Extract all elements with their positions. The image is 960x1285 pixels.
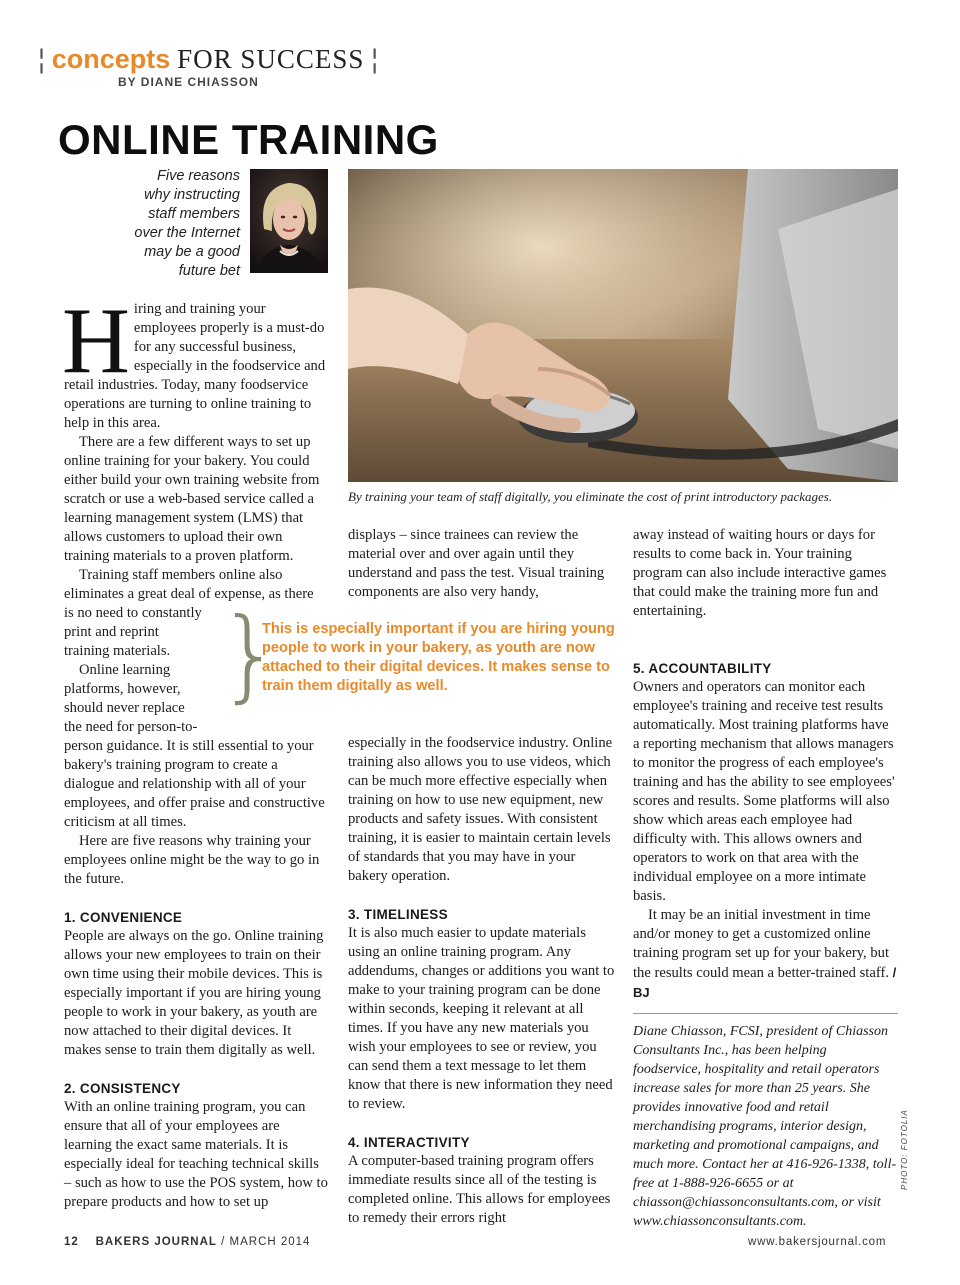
sign-off: / BJ <box>633 965 897 1000</box>
article-column-3 <box>633 526 898 1231</box>
paragraph: Here are five reasons why training your employees online might be the way to go in the future. <box>64 833 320 887</box>
author-bio: Diane Chiasson, FCSI, president of Chiasson Consultants Inc., has been helping foodservice, hospitality and retail operators increase sales for more than 25 years. She provides innovative food and retail merchandising programs, interior design, marketing and promotional campaigns, and much more. Contact her at 416-926-1338, toll-free at 1-888-926-6655 or at chiasson@chiassonconsultants.com, or visit www.chiassonconsultants.com. <box>633 1024 897 1229</box>
pull-quote: This is especially important if you are hiring young people to work in your bakery, as youth are now attached to their digital devices. It makes sense to train them digitally as well. <box>262 621 615 694</box>
paragraph: away instead of waiting hours or days for results to come back in. Your training program can also include interactive games that could make the training more fun and entertaining. <box>633 527 887 619</box>
section-heading: 4. INTERACTIVITY <box>348 1135 470 1150</box>
issue-date: / MARCH 2014 <box>221 1236 311 1248</box>
text-line: training materials. <box>64 643 171 659</box>
paragraph: Owners and operators can monitor each employee's training and receive test results automatically. Most training platforms have a reporting mechanism that allows managers to monitor the progress of each employee's training and has the ability to see employees' scores and results. Some platforms will also show which areas each employee had difficulty with. This allows owners and operators to work on that area with the individual employee on a more intimate basis. <box>633 679 895 904</box>
deck-line: staff members <box>148 206 240 222</box>
footer-left <box>64 1236 310 1248</box>
website-link[interactable]: www.bakersjournal.com <box>748 1236 887 1248</box>
section-heading: 1. CONVENIENCE <box>64 910 183 925</box>
text-line: platforms, however, <box>64 681 181 697</box>
paragraph <box>633 906 898 1003</box>
paragraph: There are a few different ways to set up online training for your bakery. You could either build your own training website from scratch or use a web-based service called a learning management system (LMS) that allows customers to upload their own training materials to a proven platform. <box>64 434 320 564</box>
paragraph: person guidance. It is still essential to your bakery's training program to create a dialogue and relationship with all of your employees, and offer praise and constructive criticism at all times. <box>64 738 325 830</box>
text-line: Training staff members online also <box>79 567 283 583</box>
article-photo <box>348 169 898 482</box>
text-line: is no need to constantly <box>64 605 202 621</box>
byline: BY DIANE CHIASSON <box>118 75 259 89</box>
text-line: Online learning <box>79 662 171 678</box>
photo-credit: PHOTO: FOTOLIA <box>900 1109 909 1190</box>
paragraph: It is also much easier to update materials using an online training program. Any addendums, changes or additions you want to make to your training program can be done within seconds, keeping it relevant at all times. If you have any new materials you wish your employees to see or review, you can send them a text message to let them know that there is new information they need to review. <box>348 925 615 1112</box>
paragraph: displays – since trainees can review the material over and over again until they understand and pass the test. Visual training components are also very handy, <box>348 527 605 600</box>
drop-cap: H <box>62 289 130 393</box>
deck-line: may be a good <box>144 244 240 260</box>
text-line: the need for person-to- <box>64 719 198 735</box>
deck-line: over the Internet <box>134 225 240 241</box>
deck-line: why instructing <box>144 187 240 203</box>
series-for-success: FOR SUCCESS <box>177 44 365 74</box>
brace-icon: } <box>218 596 282 713</box>
article-column-2-top <box>348 526 616 602</box>
paragraph: With an online training program, you can ensure that all of your employees are learning the exact same materials. It is especially ideal for teaching technical skills – such as how to use the POS system, how to prepare products and how to set up <box>64 1099 328 1210</box>
section-heading: 2. CONSISTENCY <box>64 1081 181 1096</box>
deck-line: future bet <box>178 263 240 279</box>
paragraph: A computer-based training program offers immediate results since all of the testing is completed online. This allows for employees to remedy their errors right <box>348 1153 611 1226</box>
text-line: should never replace <box>64 700 185 716</box>
photo-caption: By training your team of staff digitally, you eliminate the cost of print introductory packages. <box>348 489 833 504</box>
article-column-1 <box>62 289 328 1212</box>
section-heading: 5. ACCOUNTABILITY <box>633 661 772 676</box>
deck <box>100 167 240 281</box>
series-concepts: concepts <box>51 44 171 74</box>
paragraph: especially in the foodservice industry. Online training also allows you to use videos, which can be much more effective especially when training on how to use new equipment, new products and safety issues. With consistent training, it is easier to maintain certain levels of standards that you may have in your bakery operation. <box>348 735 613 884</box>
divider <box>633 1013 898 1014</box>
closing-text: It may be an initial investment in time and/or money to get a customized online training program set up for your bakery, but the results could mean a better-trained staff. <box>633 907 889 981</box>
paragraph: People are always on the go. Online training allows your new employees to train on their own time using their mobile devices. This is especially important if you are hiring young people to work in your bakery, as youth are now attached to their digital devices. It makes sense to train them digitally as well. <box>64 928 324 1058</box>
magazine-name: BAKERS JOURNAL <box>95 1236 217 1248</box>
article-column-2 <box>348 734 616 1228</box>
page-number: 12 <box>64 1236 79 1248</box>
text-line: print and reprint <box>64 624 159 640</box>
text-line: eliminates a great deal of expense, as there <box>64 586 314 602</box>
headline: ONLINE TRAINING <box>58 116 439 163</box>
author-portrait <box>250 169 328 273</box>
divider: ¦ <box>371 44 379 74</box>
paragraph: iring and training your employees properly is a must-do for any successful business, especially in the foodservice and retail industries. Today, many foodservice operations are turning to online training to help in this area. <box>64 301 326 431</box>
divider: ¦ <box>38 44 46 74</box>
series-title <box>38 42 378 76</box>
section-heading: 3. TIMELINESS <box>348 907 448 922</box>
deck-line: Five reasons <box>156 168 240 184</box>
